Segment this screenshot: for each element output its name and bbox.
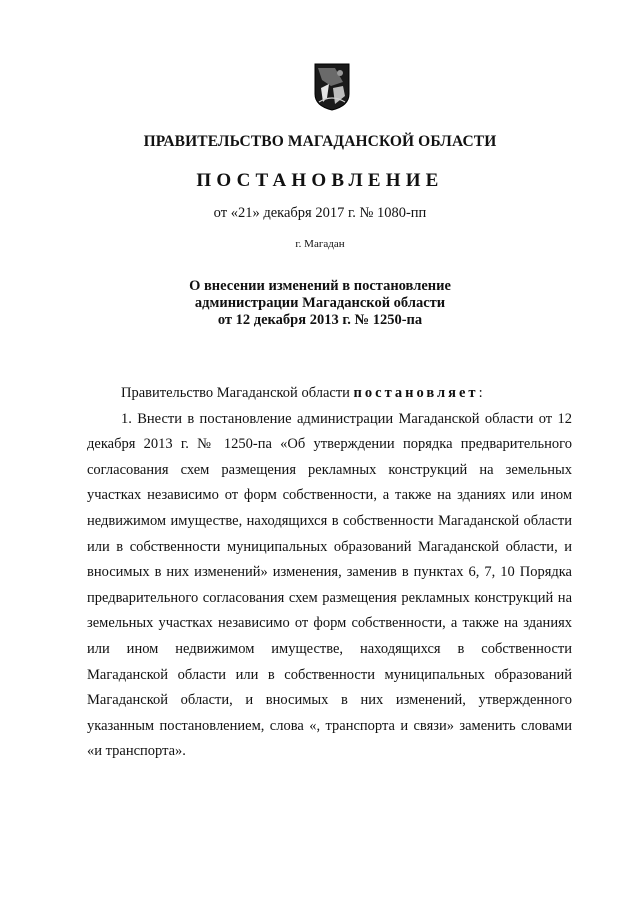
organization-title: ПРАВИТЕЛЬСТВО МАГАДАНСКОЙ ОБЛАСТИ <box>143 133 497 150</box>
subject-line-1: О внесении изменений в постановление <box>189 278 451 294</box>
intro-text: Правительство Магаданской области <box>121 385 354 401</box>
intro-end: : <box>478 385 483 401</box>
intro-emphasis: постановляет <box>353 385 479 401</box>
subject-line-3: от 12 декабря 2013 г. № 1250-па <box>217 312 423 328</box>
document-subject <box>0 278 640 329</box>
document-body <box>87 381 572 765</box>
paragraph-1: 1. Внести в постановление администрации Магаданской области от 12 декабря 2013 г. № 1250-па «Об утверждении порядка предварительного согласования схем размещения рекламных конструкций на земельных участках независимо от форм собственности, а также на зданиях или ином недвижимом имуществе, находящихся в собственности Магаданской области или в собственности муниципальных образований Магаданской области, и вносимых в них изменений» изменения, заменив в пунктах 6, 7, 10 Порядка предварительного согласования схем размещения рекламных конструкций на земельных участках независимо от форм собственности, а также на зданиях или ином недвижимом имуществе, находящихся в собственности Магаданской области или в собственности муниципальных образований Магаданской области, и вносимых в них изменений, утвержденного указанным постановлением, слова «, транспорта и связи» заменить словами «и транспорта». <box>87 410 572 760</box>
document-type-heading: ПОСТАНОВЛЕНИЕ <box>196 170 444 191</box>
document-city: г. Магадан <box>295 238 345 250</box>
subject-line-2: администрации Магаданской области <box>194 295 446 311</box>
magadan-coat-of-arms-icon <box>313 62 351 112</box>
document-date-number: от «21» декабря 2017 г. № 1080-пп <box>213 205 427 221</box>
intro-paragraph <box>87 381 572 407</box>
